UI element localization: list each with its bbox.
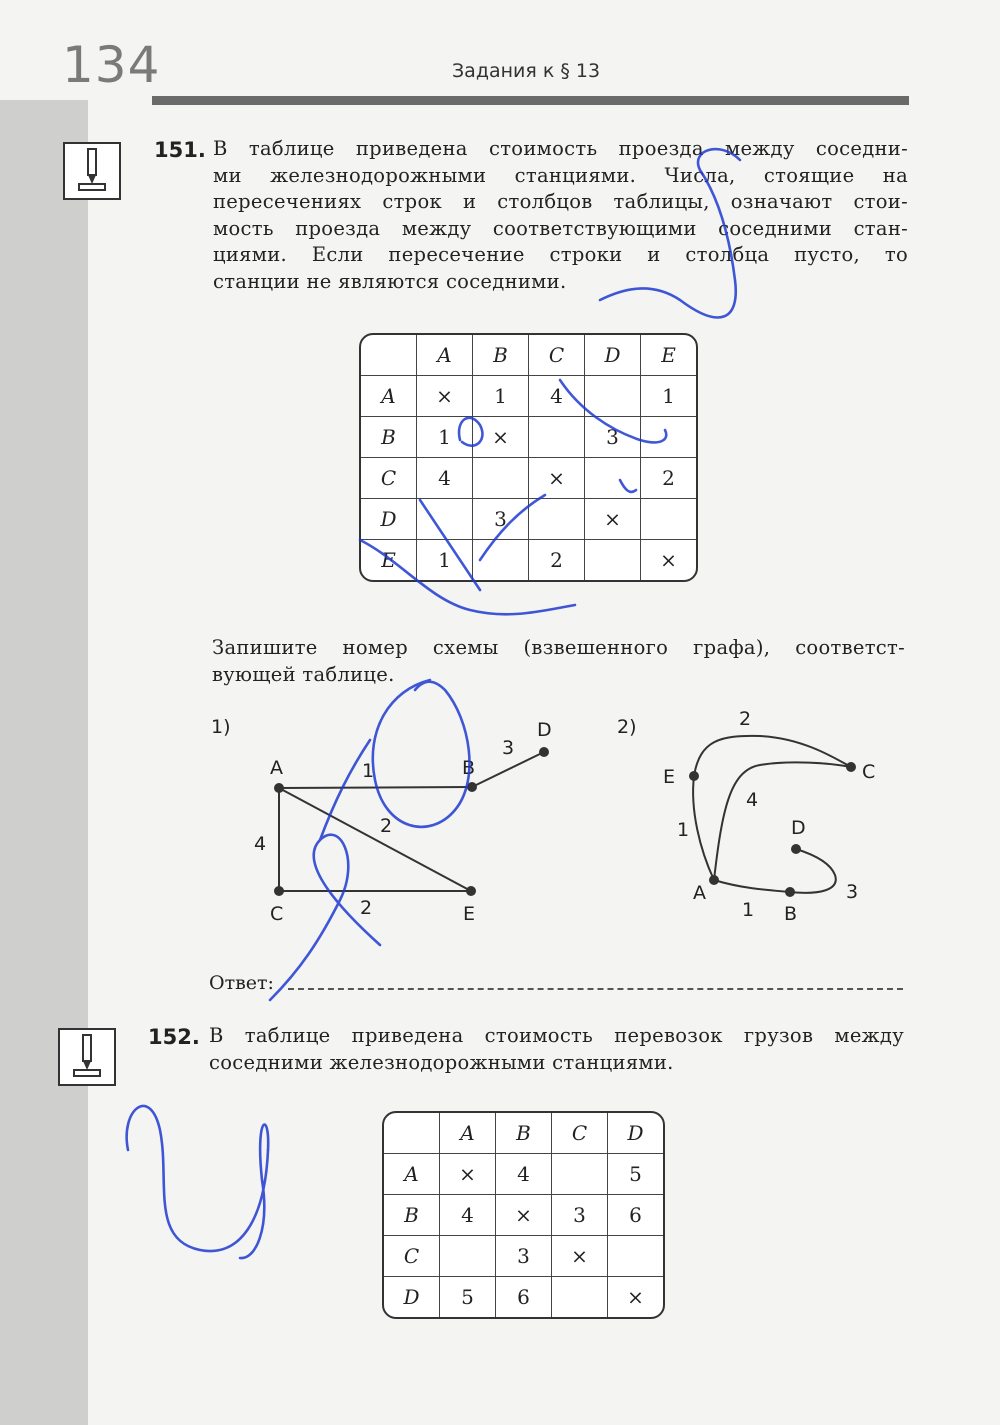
table-row [361, 540, 696, 580]
text-line: пересечениях строк и столбцов таблицы, означают стои- [213, 190, 908, 213]
table-cell [529, 499, 585, 540]
text-line: В таблице приведена стоимость проезда между соседни- [213, 137, 908, 160]
table-cell: 4 [529, 376, 585, 417]
table-cell: × [660, 548, 677, 572]
table-cell [473, 540, 529, 580]
task-151-text [213, 136, 908, 295]
graph2-node-b [785, 887, 795, 897]
table-cell [440, 1236, 496, 1277]
graph2-label-b: B [784, 903, 798, 925]
graph1-node-c [274, 886, 284, 896]
row-header: E [361, 540, 417, 580]
table-cell: 1 [473, 376, 529, 417]
table-row [384, 1195, 663, 1236]
row-header: A [361, 376, 417, 417]
scheme-1-label: 1) [211, 716, 231, 738]
table-cell: × [473, 417, 529, 458]
table-cell: 2 [529, 540, 585, 580]
table-row [361, 376, 696, 417]
table-cell [585, 540, 641, 580]
graph2-label-c: C [862, 761, 876, 783]
column-header: B [473, 335, 529, 376]
table-cell: 1 [641, 376, 696, 417]
text-line: ми железнодорожными станциями. Числа, стоящие на [213, 163, 908, 187]
pen-task-icon [63, 142, 121, 200]
graph2-label-a: A [693, 882, 706, 904]
table-cell: × [585, 499, 641, 540]
table-cell [529, 417, 585, 458]
table-corner-cell [361, 335, 417, 376]
table-row [384, 1236, 663, 1277]
graph1-node-b [467, 782, 477, 792]
column-header: D [585, 335, 641, 376]
table-cell: 4 [417, 458, 473, 499]
task-152-text [209, 1023, 904, 1076]
table-cell: × [440, 1154, 496, 1195]
table-cell: 4 [440, 1195, 496, 1236]
page-number: 134 [62, 36, 161, 94]
table-cell: × [627, 1285, 644, 1309]
table-cell [641, 417, 696, 458]
row-header: A [384, 1154, 440, 1195]
graph1-node-e [466, 886, 476, 896]
column-header: A [417, 335, 473, 376]
graph2-node-d [791, 844, 801, 854]
text-line: циями. Если пересечение строки и столбца пусто, то [213, 243, 908, 266]
graph2-weight-ac: 4 [746, 789, 759, 811]
text-line: соседними железнодорожными станциями. [209, 1050, 674, 1074]
table-cell: 6 [608, 1195, 663, 1236]
column-header: A [440, 1113, 496, 1154]
table-cell: 3 [585, 417, 641, 458]
graph2-node-a [709, 875, 719, 885]
graph1-edge-a-e [279, 788, 471, 891]
answer-label: Ответ: [209, 972, 274, 994]
table-cell [585, 458, 641, 499]
table-cell: 3 [552, 1195, 608, 1236]
table-cell: 2 [641, 458, 696, 499]
graph2-weight-ab: 1 [742, 899, 755, 921]
text-line: В таблице приведена стоимость перевозок грузов между [209, 1024, 904, 1047]
scheme-2-label: 2) [617, 716, 637, 738]
table-cell [585, 376, 641, 417]
graph1-weight-ab: 1 [362, 760, 375, 782]
graph1-node-a [274, 783, 284, 793]
column-header: C [552, 1113, 608, 1154]
text-line: станции не являются соседними. [213, 269, 567, 293]
table-cell [473, 458, 529, 499]
pen-task-icon [58, 1028, 116, 1086]
row-header: C [384, 1236, 440, 1277]
graph2-label-d: D [791, 817, 806, 839]
graph1-weight-ac: 4 [254, 833, 267, 855]
column-header: C [529, 335, 585, 376]
row-header: B [361, 417, 417, 458]
cost-table-151 [359, 333, 698, 582]
graph2-node-c [846, 762, 856, 772]
graph1-edge-a-b [279, 787, 472, 788]
graph1-weight-bd: 3 [502, 737, 515, 759]
task-151-number: 151. [154, 138, 206, 162]
side-margin-band [0, 100, 88, 1425]
row-header: C [361, 458, 417, 499]
table-cell: 3 [473, 499, 529, 540]
table-cell: 5 [440, 1277, 496, 1317]
row-header: B [384, 1195, 440, 1236]
table-cell [417, 499, 473, 540]
column-header: B [496, 1113, 552, 1154]
table-cell [641, 499, 696, 540]
section-title: Задания к § 13 [452, 60, 601, 82]
table-cell: 4 [496, 1154, 552, 1195]
graph1-node-d [539, 747, 549, 757]
row-header: D [384, 1277, 440, 1317]
task-152-number: 152. [148, 1025, 200, 1049]
table-cell: 5 [608, 1154, 663, 1195]
table-cell: 6 [496, 1277, 552, 1317]
table-cell [552, 1277, 608, 1317]
table-corner-cell [384, 1113, 440, 1154]
table-row [361, 499, 696, 540]
graph-2 [693, 736, 851, 893]
graph2-edge-b-d [790, 849, 836, 893]
graph1-label-b: B [462, 757, 476, 779]
graph2-weight-bd: 3 [846, 881, 859, 903]
task-151-question [212, 635, 905, 688]
graph2-edge-a-c [714, 762, 851, 880]
text-line: вующей таблице. [212, 662, 395, 686]
table-row [384, 1277, 663, 1317]
graph1-edge-b-d [472, 752, 544, 787]
table-cell: 1 [417, 417, 473, 458]
graph1-label-d: D [537, 719, 552, 741]
cost-table-152 [382, 1111, 665, 1319]
table-row [384, 1154, 663, 1195]
table-cell: 3 [496, 1236, 552, 1277]
graph2-label-e: E [663, 766, 676, 788]
table-row [361, 458, 696, 499]
header-divider [152, 96, 909, 105]
answer-field-line[interactable] [288, 988, 903, 990]
table-cell: 1 [417, 540, 473, 580]
graph2-weight-ec: 2 [739, 708, 752, 730]
table-cell: × [496, 1195, 552, 1236]
table-cell [552, 1154, 608, 1195]
column-header: E [641, 335, 696, 376]
graph2-edge-a-b [714, 880, 790, 892]
graph1-weight-ae: 2 [380, 815, 393, 837]
column-header: D [608, 1113, 663, 1154]
text-line: Запишите номер схемы (взвешенного графа), соответст- [212, 636, 905, 659]
graph2-edge-e-c [694, 736, 851, 776]
graph2-weight-ea: 1 [677, 819, 690, 841]
row-header: D [361, 499, 417, 540]
graph-1 [279, 752, 544, 891]
table-cell [608, 1236, 663, 1277]
graph1-weight-ce: 2 [360, 897, 373, 919]
table-cell: × [552, 1236, 608, 1277]
text-line: мость проезда между соответствующими соседними стан- [213, 216, 908, 240]
graph2-edge-e-a [693, 776, 714, 880]
table-cell: × [529, 458, 585, 499]
graph2-node-e [689, 771, 699, 781]
graph1-label-c: C [270, 903, 284, 925]
table-row [361, 417, 696, 458]
graph1-label-a: A [270, 757, 283, 779]
table-cell: × [417, 376, 473, 417]
graph1-label-e: E [463, 903, 476, 925]
